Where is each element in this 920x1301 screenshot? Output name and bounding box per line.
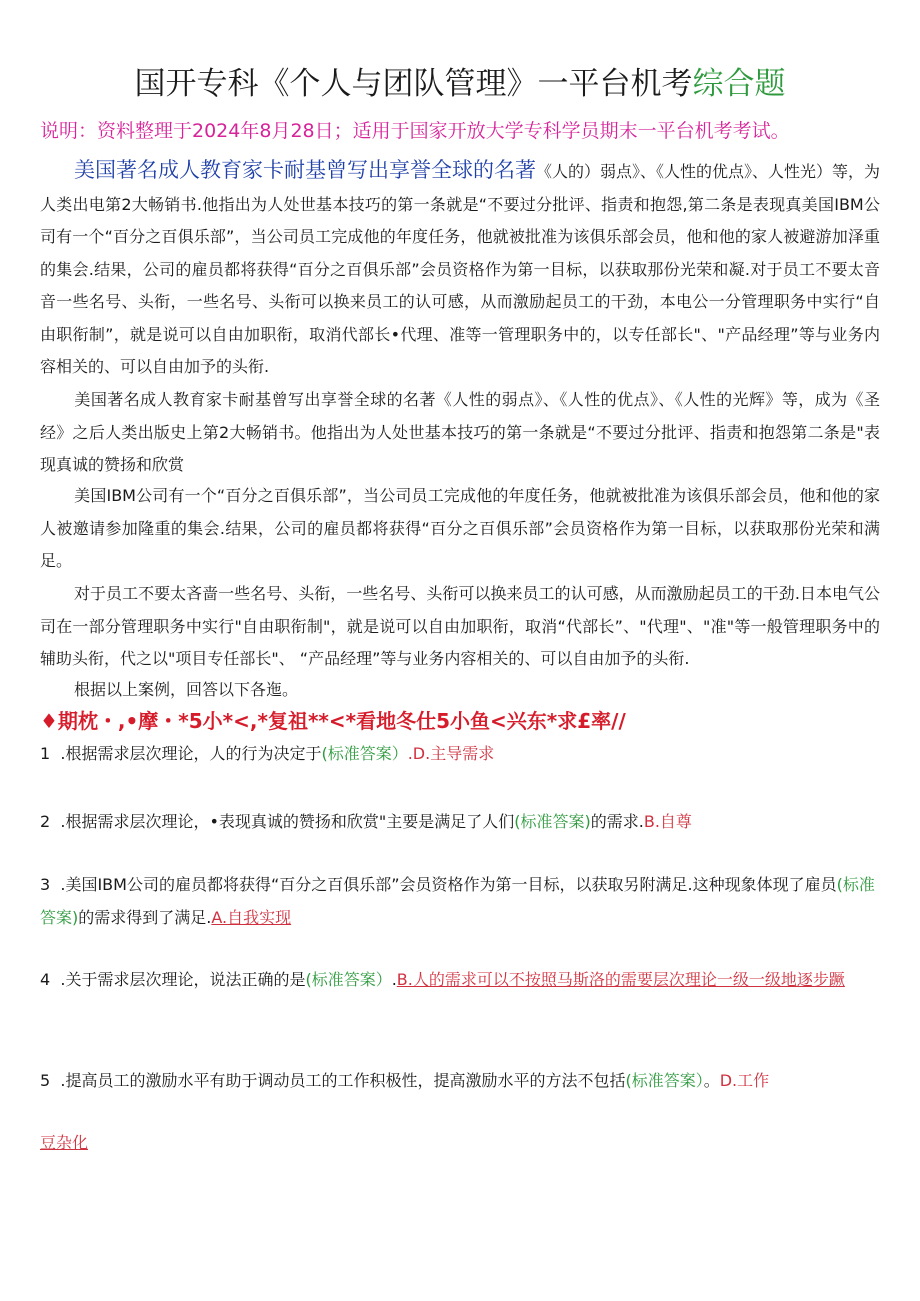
garbled-heading: ♦期枕・,•摩・*5小*<,*复祖**<*看地冬仕5小鱼<兴东*求£率// — [40, 709, 626, 733]
question-number: 3 — [40, 875, 51, 894]
title-main: 国开专科《个人与团队管理》一平台机考 — [134, 66, 693, 102]
case-paragraph-2-text: 美国著名成人教育家卡耐基曾写出享誉全球的名著《人性的弱点》、《人性的优点》、《人性的光辉》等，成为《圣经》之后人类出版史上第2大畅销书。他指出为人处世基本技巧的第一条就是“不要过分批评、指责和抱怨第二条是"表现真诚的赞扬和欣赏 — [40, 390, 880, 474]
question-text: .关于需求层次理论，说法正确的是 — [60, 970, 306, 989]
case-paragraph-5-text: 根据以上案例，回答以下各迤。 — [74, 680, 299, 699]
question-number: 1 — [40, 744, 51, 763]
question-text: .美国IBM公司的雇员都将获得“百分之百俱乐部”会员资格作为第一目标，以获取另附满足.这种现象体现了雇员 — [60, 875, 837, 894]
case-paragraph-5 — [40, 674, 880, 707]
answer-text: .D.主导需求 — [407, 744, 495, 763]
page-title — [0, 58, 920, 103]
question-1 — [40, 737, 880, 770]
answer-tag: (标准答案） — [305, 970, 392, 989]
question-5-answer-continuation: 豆杂化 — [40, 1133, 89, 1152]
question-text: .根据需求层次理论，人的行为决定于 — [60, 744, 322, 763]
answer-tag: (标准答案） — [321, 744, 408, 763]
question-text: .提高员工的激励水平有助于调动员工的工作积极性，提高激励水平的方法不包括 — [60, 1071, 626, 1090]
question-text-suffix: 。 — [703, 1071, 720, 1090]
answer-text: A.自我实现 — [211, 908, 292, 927]
case-paragraph-1-lead: 美国著名成人教育家卡耐基曾写出享誉全球的名著 — [74, 158, 536, 182]
question-5 — [40, 1064, 880, 1097]
case-paragraph-4-text: 对于员工不要太吝啬一些名号、头衔，一些名号、头衔可以换来员工的认可感，从而激励起员工的干劲.日本电气公司在一部分管理职务中实行"自由职衔制"，就是说可以自由加职衔，取消“代部长”、"代理"、"准"等一般管理职务中的辅助头衔，代之以"项目专任部长"、 “产品经理”等与业务内容相关的、可以自由加予的头衔. — [40, 584, 880, 668]
question-2 — [40, 805, 880, 838]
case-paragraph-1 — [40, 154, 880, 384]
answer-text: D.工作 — [719, 1071, 770, 1090]
question-number: 5 — [40, 1071, 51, 1090]
question-3 — [40, 868, 880, 934]
case-paragraph-3-text: 美国IBM公司有一个“百分之百俱乐部”，当公司员工完成他的年度任务，他就被批准为该俱乐部会员，他和他的家人被邀请参加隆重的集会.结果，公司的雇员都将获得“百分之百俱乐部”会员资格作为第一目标，以获取那份光荣和满足。 — [40, 486, 880, 570]
question-4 — [40, 963, 880, 996]
question-text-suffix: . — [391, 970, 397, 989]
title-accent: 综合题 — [692, 66, 786, 102]
answer-text: B.自尊 — [643, 812, 692, 831]
case-paragraph-3 — [40, 480, 880, 578]
question-number: 4 — [40, 970, 51, 989]
question-text-suffix: 的需求得到了满足. — [78, 908, 212, 927]
answer-tag: (标准答案) — [40, 875, 875, 927]
case-paragraph-1-body: 《人的）弱点》、《人性的优点》、人性光）等，为人类出电第2大畅销书.他指出为人处世基本技巧的第一条就是“不要过分批评、指责和抱怨,第二条是表现真美国IBM公司有一个“百分之百俱乐部”，当公司员工完成他的年度任务，他就被批准为该俱乐部会员，他和他的家人被避游加泽重的集会.结果，公司的雇员都将获得“百分之百俱乐部”会员资格作为第一目标，以获取那份光荣和凝.对于员工不要太音音一些名号、头衔，一些名号、头衔可以换来员工的认可感，从而激励起员工的干劲，本电公一分管理职务中实行“自由职衔制”，就是说可以自由加职衔，取消代部长•代理、准等一管理职务中的，以专任部长"、"产品经理”等与业务内容相关的、可以自由加予的头衔. — [40, 162, 881, 376]
case-paragraph-2 — [40, 384, 880, 482]
question-number: 2 — [40, 812, 51, 831]
answer-tag: (标准答案) — [514, 812, 591, 831]
case-paragraph-4 — [40, 578, 880, 676]
question-text-suffix: 的需求. — [590, 812, 644, 831]
answer-tag: (标准答案） — [625, 1071, 704, 1090]
answer-text: B.人的需求可以不按照马斯洛的需要层次理论一级一级地逐步蹶 — [396, 970, 845, 989]
description-note: 说明：资料整理于2024年8月28日；适用于国家开放大学专科学员期末一平台机考考试。 — [40, 120, 790, 142]
question-text: .根据需求层次理论，•表现真诚的赞扬和欣赏"主要是满足了人们 — [60, 812, 515, 831]
